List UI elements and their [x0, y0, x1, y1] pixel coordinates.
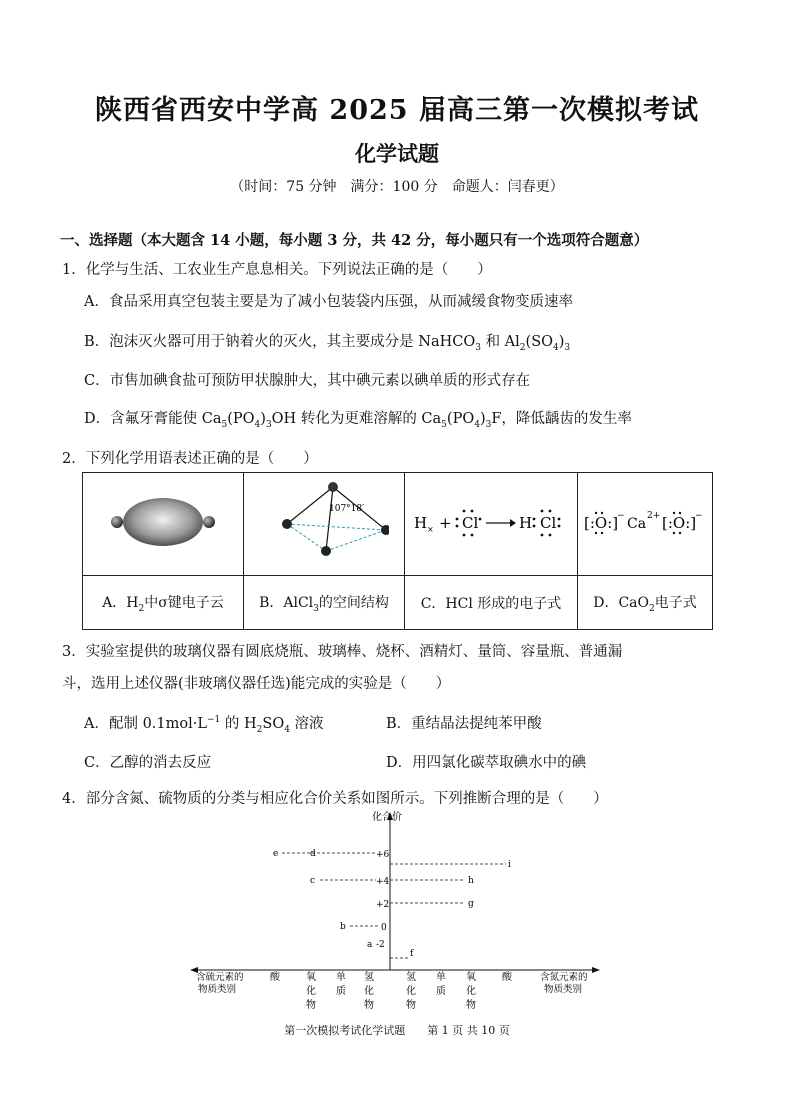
point-f: f	[410, 949, 414, 959]
q2-option-c: C．HCl 形成的电子式	[405, 576, 578, 630]
exam-subtitle: 化学试题	[355, 141, 439, 166]
q2-options-table	[82, 472, 713, 630]
point-e: e	[273, 849, 279, 859]
q2-stem: 2．下列化学用语表述正确的是（ ）	[62, 451, 318, 467]
q2-image-a	[83, 473, 244, 576]
category-oxide-sulfur-3: 物	[306, 1000, 316, 1011]
cao2-electron-formula-figure	[580, 497, 710, 547]
q2-option-a: A．$H_2$中σ键电子云	[83, 576, 244, 630]
exam-title: 陕西省西安中学高 2025 届高三第一次模拟考试	[95, 95, 699, 126]
category-hydride-nitrogen-3: 物	[406, 1000, 416, 1011]
y-axis-label: 化合价	[372, 812, 402, 823]
q1-option-c: C．市售加碘食盐可预防甲状腺肿大，其中碘元素以碘单质的形式存在	[84, 373, 531, 389]
category-oxide-sulfur-1: 氧	[306, 972, 316, 983]
category-hydride-nitrogen-2: 化	[406, 986, 416, 997]
category-oxide-nitrogen-3: 物	[466, 1000, 476, 1011]
category-element-sulfur-2: 质	[336, 986, 346, 997]
q1-option-b: B．泡沫灭火器可用于钠着火的灭火，其主要成分是 NaHCO$_3$ 和 $Al_2(SO_4)_3$	[84, 334, 571, 353]
q3-option-d: D．用四氯化碳萃取碘水中的碘	[386, 755, 587, 771]
cao2-ca-charge: 2+	[647, 511, 661, 521]
valence-category-diagram	[190, 808, 610, 1018]
sigma-bond-cloud-figure	[103, 487, 223, 557]
hcl-plus-sign: +	[439, 514, 452, 532]
category-oxide-nitrogen-2: 化	[466, 986, 476, 997]
category-element-nitrogen-2: 质	[436, 986, 446, 997]
q2-image-b	[244, 473, 405, 576]
q2-image-d	[578, 473, 713, 576]
q2-image-c	[405, 473, 578, 576]
hcl-formation-figure	[406, 497, 576, 547]
q3-stem-line2: 斗，选用上述仪器(非玻璃仪器任选)能完成的实验是（ ）	[62, 676, 451, 692]
hcl-h-symbol-product: H	[519, 514, 533, 532]
tick-minus2: -2	[376, 940, 385, 950]
cao2-left-anion: [:O:]	[584, 514, 619, 532]
nitrogen-axis-label-2: 物质类别	[544, 984, 583, 995]
q3-option-a: A．配制 $0.1mol\cdot L^{-1}$ 的 $H_2SO_4$ 溶液	[84, 715, 324, 735]
category-oxide-sulfur-2: 化	[306, 986, 316, 997]
q1-option-a: A．食品采用真空包装主要是为了减小包装袋内压强，从而减缓食物变质速率	[84, 294, 573, 310]
cao2-right-charge: −	[695, 511, 703, 521]
point-c: c	[310, 876, 316, 886]
tick-plus4: +4	[376, 877, 390, 887]
category-element-sulfur-1: 单	[336, 972, 346, 983]
page-footer: 第一次模拟考试化学试题 第 1 页 共 10 页	[284, 1024, 510, 1037]
category-hydride-sulfur-2: 化	[364, 986, 374, 997]
point-i: i	[508, 860, 511, 870]
exam-info: （时间：75 分钟 满分：100 分 命题人：闫春更）	[230, 179, 564, 195]
point-h: h	[468, 876, 474, 886]
hcl-electron-cross: ×	[427, 525, 434, 534]
section-heading: 一、选择题（本大题含 14 小题，每小题 3 分，共 42 分，每小题只有一个选项符合题意）	[60, 232, 649, 249]
q2-option-b: B．AlCl$_3$的空间结构	[244, 576, 405, 630]
sulfur-axis-label-2: 物质类别	[198, 984, 237, 995]
sulfur-axis-label-1: 含硫元素的	[196, 972, 244, 983]
cao2-right-anion: [:O:]	[662, 514, 697, 532]
hcl-cl-symbol-left: Cl	[462, 514, 479, 532]
q3-option-b: B．重结晶法提纯苯甲酸	[386, 716, 542, 732]
cao2-left-charge: −	[617, 511, 625, 521]
point-b: b	[340, 922, 346, 932]
category-oxide-nitrogen-1: 氧	[466, 972, 476, 983]
nitrogen-axis-label-1: 含氮元素的	[540, 972, 588, 983]
alcl3-structure-figure	[259, 477, 389, 567]
tick-plus2: +2	[376, 900, 390, 910]
point-d: d	[310, 849, 316, 859]
category-acid-sulfur: 酸	[270, 972, 280, 983]
q3-option-c: C．乙醇的消去反应	[84, 755, 212, 771]
bond-angle-label: 107°18′	[329, 504, 365, 514]
category-hydride-sulfur-3: 物	[364, 1000, 374, 1011]
cao2-ca-symbol: Ca	[627, 516, 647, 532]
point-a: a	[367, 940, 373, 950]
q1-stem: 1．化学与生活、工农业生产息息相关。下列说法正确的是（ ）	[62, 262, 492, 278]
hcl-h-symbol: H	[414, 514, 428, 532]
category-element-nitrogen-1: 单	[436, 972, 446, 983]
category-acid-nitrogen: 酸	[502, 972, 512, 983]
point-g: g	[468, 899, 474, 909]
tick-plus6: +6	[376, 850, 390, 860]
category-hydride-sulfur-1: 氢	[364, 972, 374, 983]
q1-option-d: D．含氟牙膏能使 $Ca_5(PO_4)_3OH$ 转化为更难溶解的 $Ca_5(PO_4)_3F$，降低龋齿的发生率	[84, 411, 632, 430]
tick-zero: 0	[381, 923, 387, 933]
q3-stem-line1: 3．实验室提供的玻璃仪器有圆底烧瓶、玻璃棒、烧杯、酒精灯、量筒、容量瓶、普通漏	[62, 644, 623, 660]
hcl-cl-symbol-product: Cl	[540, 514, 557, 532]
q2-option-d: D．CaO$_2$电子式	[578, 576, 713, 630]
q4-stem: 4．部分含氮、硫物质的分类与相应化合价关系如图所示。下列推断合理的是（ ）	[62, 791, 608, 807]
category-hydride-nitrogen-1: 氢	[406, 972, 416, 983]
